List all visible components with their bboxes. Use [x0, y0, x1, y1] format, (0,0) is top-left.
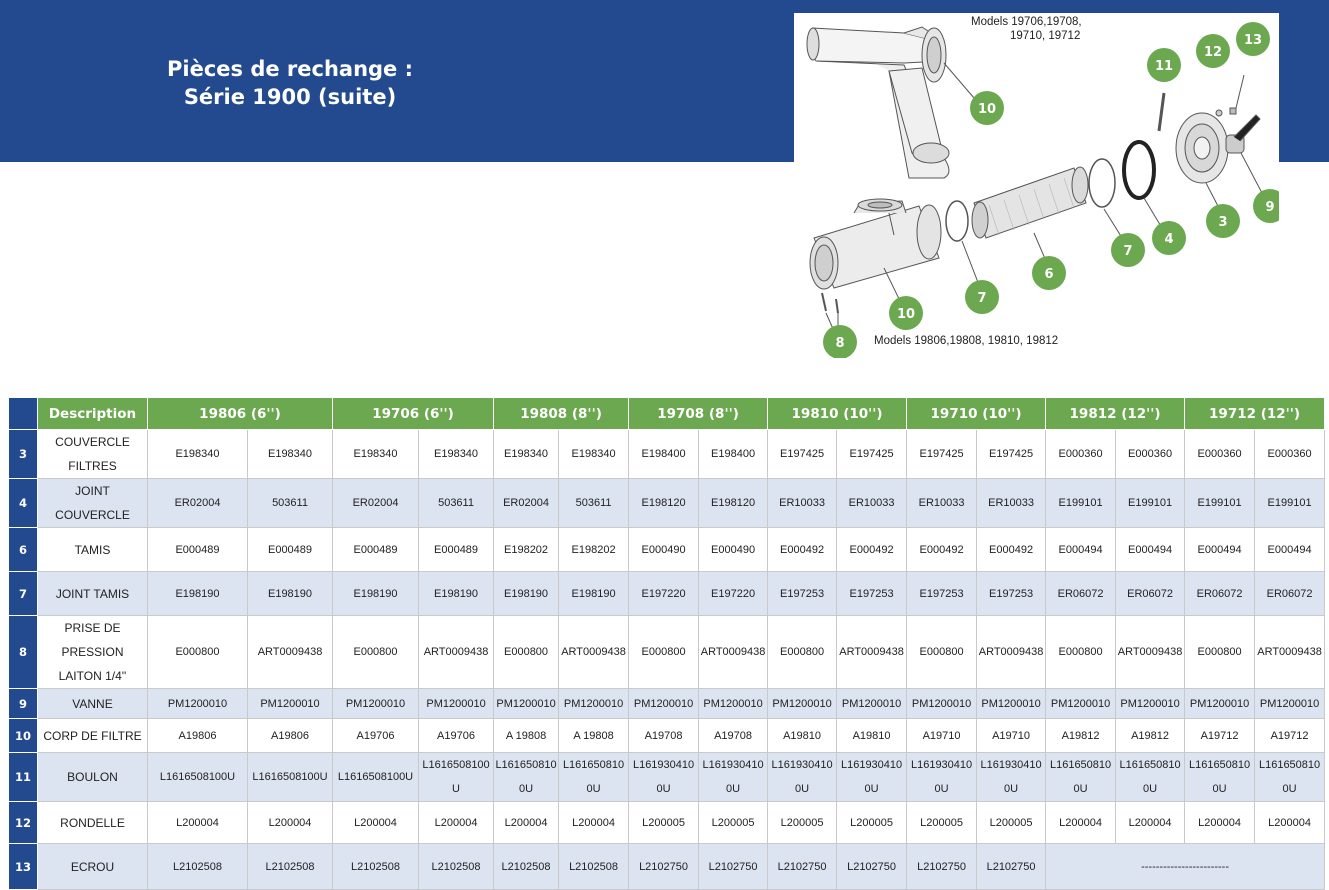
gasket-4-shape — [1124, 142, 1154, 198]
part-number-cell: PM1200010 — [907, 689, 977, 719]
strainer-body-bottom — [810, 199, 941, 289]
part-number-cell: E000360 — [1255, 430, 1325, 479]
part-number-cell: PM1200010 — [494, 689, 559, 719]
not-applicable-cell: ------------------------ — [1046, 844, 1325, 890]
part-number-cell: E198340 — [419, 430, 494, 479]
callout-10-bottom — [889, 296, 923, 330]
part-number-cell: L1619304100U — [768, 753, 837, 802]
part-number-cell: 503611 — [248, 479, 333, 528]
part-number-cell: L200004 — [148, 802, 248, 844]
part-number-cell: L1616508100U — [333, 753, 419, 802]
part-number-cell: E198190 — [559, 572, 629, 616]
part-number-cell: E000800 — [1185, 616, 1255, 689]
item-description: JOINT TAMIS — [38, 572, 148, 616]
part-number-cell: L2102750 — [768, 844, 837, 890]
part-number-cell: L2102508 — [419, 844, 494, 890]
part-number-cell: L2102508 — [148, 844, 248, 890]
part-number-cell: PM1200010 — [559, 689, 629, 719]
part-number-cell: PM1200010 — [1046, 689, 1116, 719]
callout-6 — [1032, 256, 1066, 290]
part-number-cell: L1616508100U — [1046, 753, 1116, 802]
part-number-cell: L200005 — [907, 802, 977, 844]
part-number-cell: L1619304100U — [699, 753, 768, 802]
part-number-cell: E197220 — [629, 572, 699, 616]
part-number-cell: L2102508 — [333, 844, 419, 890]
part-number-cell: A19706 — [419, 719, 494, 753]
parts-diagram-svg — [794, 13, 1279, 358]
svg-text:11: 11 — [1154, 59, 1174, 74]
table-row — [9, 528, 1325, 572]
part-number-cell: E000490 — [699, 528, 768, 572]
part-number-cell: PM1200010 — [1185, 689, 1255, 719]
part-number-cell: E198400 — [629, 430, 699, 479]
part-number-cell: ER10033 — [907, 479, 977, 528]
part-number-cell: E198190 — [248, 572, 333, 616]
part-number-cell: E000494 — [1185, 528, 1255, 572]
table-row — [9, 753, 1325, 802]
part-number-cell: L1619304100U — [837, 753, 907, 802]
part-number-cell: E198202 — [494, 528, 559, 572]
item-description: PRISE DE PRESSION LAITON 1/4'' — [38, 616, 148, 689]
part-number-cell: E197253 — [837, 572, 907, 616]
item-description: VANNE — [38, 689, 148, 719]
item-number: 10 — [9, 719, 38, 753]
svg-text:3: 3 — [1218, 215, 1228, 230]
callout-3 — [1206, 204, 1240, 238]
pressure-tap-8-shape — [822, 293, 838, 313]
models-bottom: Models 19806,19808, 19810, 19812 — [874, 335, 1059, 347]
part-number-cell: E197253 — [768, 572, 837, 616]
part-number-cell: E000800 — [629, 616, 699, 689]
page-title — [120, 55, 460, 111]
part-number-cell: L2102508 — [494, 844, 559, 890]
part-number-cell: ER02004 — [148, 479, 248, 528]
part-number-cell: E198400 — [699, 430, 768, 479]
header-description: Description — [38, 398, 148, 430]
nut-13-shape — [1230, 108, 1236, 114]
part-number-cell: L200005 — [977, 802, 1046, 844]
part-number-cell: E197425 — [837, 430, 907, 479]
page-title-line2: Série 1900 (suite) — [183, 85, 397, 109]
part-number-cell: E198190 — [333, 572, 419, 616]
part-number-cell: A19810 — [837, 719, 907, 753]
part-number-cell: L1619304100U — [977, 753, 1046, 802]
table-row — [9, 572, 1325, 616]
item-number: 6 — [9, 528, 38, 572]
svg-text:12: 12 — [1203, 45, 1223, 60]
table-row — [9, 430, 1325, 479]
parts-table — [8, 397, 1325, 890]
item-description: RONDELLE — [38, 802, 148, 844]
part-number-cell: A19812 — [1116, 719, 1185, 753]
part-number-cell: L1616508100U — [494, 753, 559, 802]
valve-9-shape — [1226, 115, 1260, 153]
models-top-line2: 19710, 19712 — [1010, 30, 1081, 42]
svg-text:6: 6 — [1044, 267, 1054, 282]
part-number-cell: A19712 — [1185, 719, 1255, 753]
part-number-cell: E000490 — [629, 528, 699, 572]
part-number-cell: E197253 — [907, 572, 977, 616]
part-number-cell: PM1200010 — [699, 689, 768, 719]
part-number-cell: ER02004 — [333, 479, 419, 528]
part-number-cell: ER06072 — [1046, 572, 1116, 616]
cover-3-shape — [1176, 113, 1228, 183]
part-number-cell: L200004 — [1185, 802, 1255, 844]
callout-10-top — [970, 91, 1004, 125]
part-number-cell: L2102750 — [907, 844, 977, 890]
part-number-cell: PM1200010 — [768, 689, 837, 719]
svg-text:9: 9 — [1265, 200, 1275, 215]
callout-13 — [1236, 22, 1270, 56]
part-number-cell: L200005 — [768, 802, 837, 844]
part-number-cell: A19710 — [907, 719, 977, 753]
part-number-cell: E197425 — [977, 430, 1046, 479]
part-number-cell: L200004 — [494, 802, 559, 844]
part-number-cell: L200004 — [1255, 802, 1325, 844]
part-number-cell: E198340 — [494, 430, 559, 479]
part-number-cell: E198190 — [419, 572, 494, 616]
part-number-cell: E199101 — [1185, 479, 1255, 528]
part-number-cell: L200004 — [333, 802, 419, 844]
models-top-line1: Models 19706,19708, — [971, 16, 1082, 28]
part-number-cell: E000489 — [333, 528, 419, 572]
part-number-cell: ART0009438 — [248, 616, 333, 689]
part-number-cell: A19710 — [977, 719, 1046, 753]
part-number-cell: ER06072 — [1116, 572, 1185, 616]
part-number-cell: E197253 — [977, 572, 1046, 616]
part-number-cell: L200005 — [629, 802, 699, 844]
part-number-cell: PM1200010 — [333, 689, 419, 719]
part-number-cell: L200004 — [1116, 802, 1185, 844]
part-number-cell: E197425 — [768, 430, 837, 479]
header-model: 19712 (12'') — [1185, 398, 1325, 430]
strainer-body-top — [807, 27, 949, 178]
exploded-parts-diagram — [794, 13, 1279, 358]
part-number-cell: E197425 — [907, 430, 977, 479]
part-number-cell: A19806 — [148, 719, 248, 753]
svg-text:10: 10 — [896, 307, 916, 322]
table-row — [9, 479, 1325, 528]
part-number-cell: L2102508 — [248, 844, 333, 890]
part-number-cell: PM1200010 — [148, 689, 248, 719]
part-number-cell: E198340 — [333, 430, 419, 479]
item-number: 12 — [9, 802, 38, 844]
table-header-row — [9, 398, 1325, 430]
table-row — [9, 844, 1325, 890]
part-number-cell: ART0009438 — [699, 616, 768, 689]
item-number: 7 — [9, 572, 38, 616]
part-number-cell: E000800 — [768, 616, 837, 689]
svg-text:10: 10 — [977, 102, 997, 117]
gasket-7-upper-shape — [1089, 159, 1115, 207]
svg-text:4: 4 — [1164, 232, 1174, 247]
part-number-cell: L1616508100U — [1255, 753, 1325, 802]
part-number-cell: L2102750 — [837, 844, 907, 890]
part-number-cell: E198190 — [494, 572, 559, 616]
part-number-cell: E198202 — [559, 528, 629, 572]
part-number-cell: A19708 — [629, 719, 699, 753]
item-description: BOULON — [38, 753, 148, 802]
part-number-cell: L1616508100U — [559, 753, 629, 802]
header-model: 19706 (6'') — [333, 398, 494, 430]
page-title-line1: Pièces de rechange : — [166, 57, 414, 81]
part-number-cell: L200005 — [837, 802, 907, 844]
part-number-cell: A 19808 — [559, 719, 629, 753]
part-number-cell: E000489 — [148, 528, 248, 572]
item-description: CORP DE FILTRE — [38, 719, 148, 753]
part-number-cell: L200005 — [699, 802, 768, 844]
table-row — [9, 616, 1325, 689]
part-number-cell: E199101 — [1046, 479, 1116, 528]
part-number-cell: L200004 — [1046, 802, 1116, 844]
part-number-cell: E198190 — [148, 572, 248, 616]
item-description: JOINT COUVERCLE — [38, 479, 148, 528]
part-number-cell: E000360 — [1116, 430, 1185, 479]
part-number-cell: ART0009438 — [837, 616, 907, 689]
part-number-cell: L200004 — [419, 802, 494, 844]
part-number-cell: L2102750 — [977, 844, 1046, 890]
part-number-cell: E000492 — [837, 528, 907, 572]
item-description: ECROU — [38, 844, 148, 890]
part-number-cell: 503611 — [419, 479, 494, 528]
part-number-cell: PM1200010 — [1255, 689, 1325, 719]
screen-6-shape — [972, 167, 1088, 238]
part-number-cell: PM1200010 — [629, 689, 699, 719]
part-number-cell: E000360 — [1046, 430, 1116, 479]
part-number-cell: ART0009438 — [559, 616, 629, 689]
part-number-cell: L1619304100U — [629, 753, 699, 802]
part-number-cell: E000492 — [768, 528, 837, 572]
part-number-cell: PM1200010 — [1116, 689, 1185, 719]
header-model: 19812 (12'') — [1046, 398, 1185, 430]
part-number-cell: A19810 — [768, 719, 837, 753]
part-number-cell: ER02004 — [494, 479, 559, 528]
header-model: 19708 (8'') — [629, 398, 768, 430]
part-number-cell: L1619304100U — [907, 753, 977, 802]
callout-11 — [1147, 48, 1181, 82]
part-number-cell: E199101 — [1116, 479, 1185, 528]
callout-8 — [823, 325, 857, 358]
callout-12 — [1196, 34, 1230, 68]
part-number-cell: E000800 — [333, 616, 419, 689]
item-number: 8 — [9, 616, 38, 689]
part-number-cell: A19812 — [1046, 719, 1116, 753]
parts-table-container — [8, 397, 1324, 890]
part-number-cell: PM1200010 — [248, 689, 333, 719]
part-number-cell: L1616508100U — [248, 753, 333, 802]
part-number-cell: E198340 — [148, 430, 248, 479]
part-number-cell: E000800 — [907, 616, 977, 689]
part-number-cell: E000800 — [1046, 616, 1116, 689]
header-model: 19810 (10'') — [768, 398, 907, 430]
part-number-cell: ART0009438 — [1116, 616, 1185, 689]
part-number-cell: 503611 — [559, 479, 629, 528]
part-number-cell: A19708 — [699, 719, 768, 753]
item-number: 11 — [9, 753, 38, 802]
bolt-11-line — [1159, 93, 1164, 131]
header-model: 19710 (10'') — [907, 398, 1046, 430]
part-number-cell: E000360 — [1185, 430, 1255, 479]
part-number-cell: L1616508100U — [1185, 753, 1255, 802]
callout-4 — [1152, 221, 1186, 255]
part-number-cell: E198340 — [559, 430, 629, 479]
item-description: COUVERCLE FILTRES — [38, 430, 148, 479]
part-number-cell: E000489 — [419, 528, 494, 572]
part-number-cell: E198120 — [629, 479, 699, 528]
part-number-cell: E000494 — [1046, 528, 1116, 572]
callout-7-lower — [965, 280, 999, 314]
callout-9 — [1253, 189, 1279, 223]
part-number-cell: E198340 — [248, 430, 333, 479]
part-number-cell: E000494 — [1255, 528, 1325, 572]
item-number: 3 — [9, 430, 38, 479]
table-row — [9, 689, 1325, 719]
part-number-cell: ER06072 — [1185, 572, 1255, 616]
part-number-cell: L2102750 — [629, 844, 699, 890]
part-number-cell: ER10033 — [768, 479, 837, 528]
svg-text:7: 7 — [1123, 244, 1133, 259]
part-number-cell: L1616508100U — [1116, 753, 1185, 802]
part-number-cell: E000489 — [248, 528, 333, 572]
part-number-cell: ER10033 — [977, 479, 1046, 528]
part-number-cell: A19706 — [333, 719, 419, 753]
part-number-cell: E000492 — [977, 528, 1046, 572]
part-number-cell: ER06072 — [1255, 572, 1325, 616]
callout-7-upper — [1111, 233, 1145, 267]
svg-text:8: 8 — [835, 336, 845, 351]
washer-12-shape — [1216, 110, 1222, 116]
header-model: 19808 (8'') — [494, 398, 629, 430]
part-number-cell: E000800 — [494, 616, 559, 689]
part-number-cell: A19806 — [248, 719, 333, 753]
part-number-cell: ART0009438 — [977, 616, 1046, 689]
svg-text:7: 7 — [977, 291, 987, 306]
item-number: 9 — [9, 689, 38, 719]
svg-text:13: 13 — [1243, 33, 1263, 48]
part-number-cell: ART0009438 — [1255, 616, 1325, 689]
part-number-cell: L2102750 — [699, 844, 768, 890]
part-number-cell: E000800 — [148, 616, 248, 689]
part-number-cell: L200004 — [559, 802, 629, 844]
item-number: 4 — [9, 479, 38, 528]
part-number-cell: E000492 — [907, 528, 977, 572]
table-row — [9, 719, 1325, 753]
item-number: 13 — [9, 844, 38, 890]
part-number-cell: A 19808 — [494, 719, 559, 753]
part-number-cell: PM1200010 — [837, 689, 907, 719]
table-row — [9, 802, 1325, 844]
part-number-cell: L1616508100U — [148, 753, 248, 802]
part-number-cell: E198120 — [699, 479, 768, 528]
part-number-cell: A19712 — [1255, 719, 1325, 753]
part-number-cell: ART0009438 — [419, 616, 494, 689]
part-number-cell: E000494 — [1116, 528, 1185, 572]
part-number-cell: L200004 — [248, 802, 333, 844]
part-number-cell: ER10033 — [837, 479, 907, 528]
part-number-cell: E199101 — [1255, 479, 1325, 528]
gasket-7-lower-shape — [946, 201, 968, 241]
item-description: TAMIS — [38, 528, 148, 572]
header-corner — [9, 398, 38, 430]
part-number-cell: L1616508100U — [419, 753, 494, 802]
part-number-cell: PM1200010 — [977, 689, 1046, 719]
part-number-cell: PM1200010 — [419, 689, 494, 719]
header-model: 19806 (6'') — [148, 398, 333, 430]
part-number-cell: L2102508 — [559, 844, 629, 890]
part-number-cell: E197220 — [699, 572, 768, 616]
